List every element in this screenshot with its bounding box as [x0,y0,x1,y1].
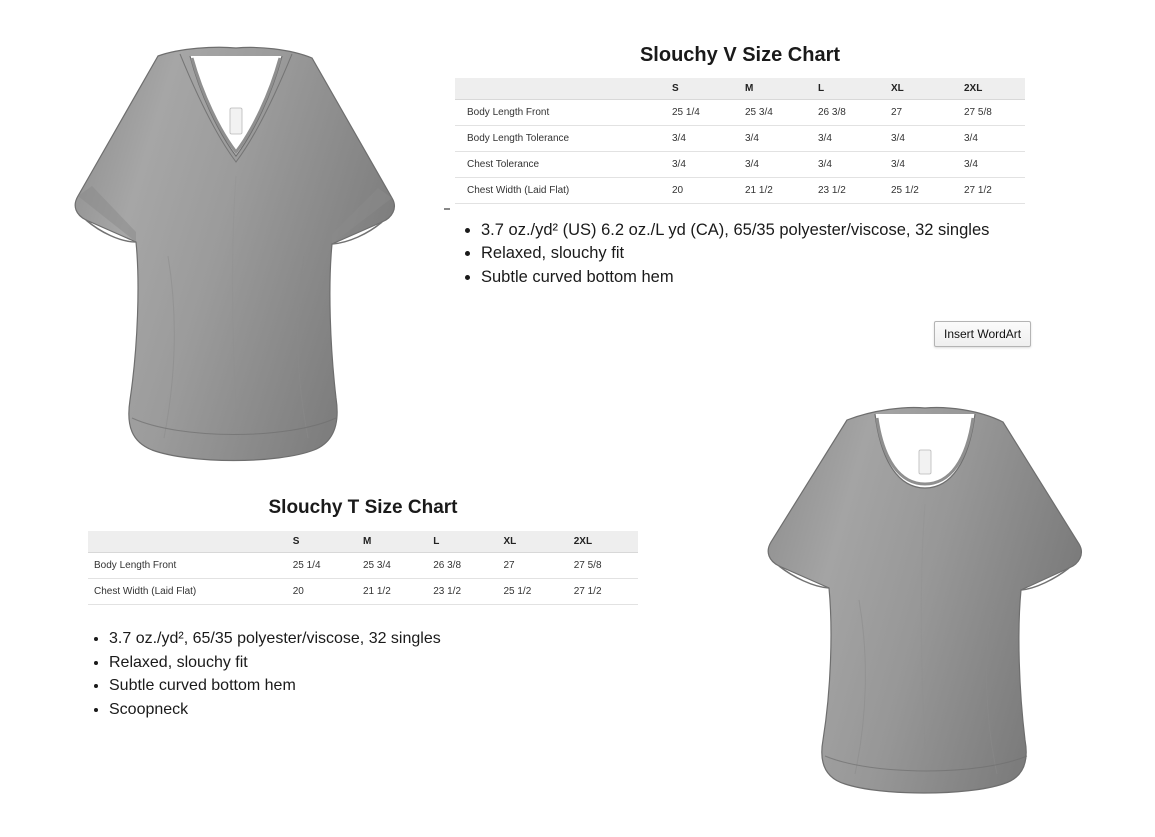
column-header: S [660,78,733,100]
insert-wordart-button[interactable]: Insert WordArt [934,321,1031,347]
cell-value: 25 3/4 [357,553,427,579]
cell-value: 27 5/8 [568,553,638,579]
table-row [455,100,1025,126]
column-header: L [806,78,879,100]
cell-value: 3/4 [660,152,733,178]
cell-value: 3/4 [660,126,733,152]
cell-value: 3/4 [952,126,1025,152]
slouchy-t-chart-title: Slouchy T Size Chart [268,497,458,518]
cell-value: 25 1/4 [660,100,733,126]
cell-value: 23 1/2 [806,178,879,204]
table-row [455,126,1025,152]
cell-value: 20 [287,579,357,605]
row-label: Chest Width (Laid Flat) [455,178,660,204]
column-header: L [427,531,497,553]
column-header: M [733,78,806,100]
table-row [455,152,1025,178]
list-item: • 3.7 oz./yd², 65/35 polyester/viscose, 32 singles [109,628,629,650]
table-row [88,579,638,605]
cell-value: 26 3/8 [806,100,879,126]
cell-value: 3/4 [733,126,806,152]
row-label: Body Length Tolerance [455,126,660,152]
cell-value: 21 1/2 [733,178,806,204]
column-header: XL [879,78,952,100]
cell-value: 25 3/4 [733,100,806,126]
list-item: • 3.7 oz./yd² (US) 6.2 oz./L yd (CA), 65/35 polyester/viscose, 32 singles [481,219,1026,241]
stray-tick-mark [444,208,450,210]
cell-value: 3/4 [806,126,879,152]
cell-value: 25 1/2 [497,579,567,605]
column-header: XL [497,531,567,553]
cell-value: 26 3/8 [427,553,497,579]
row-label: Chest Tolerance [455,152,660,178]
cell-value: 20 [660,178,733,204]
column-header: 2XL [568,531,638,553]
column-header: S [287,531,357,553]
column-header [88,531,287,553]
grey-scoopneck-tshirt-image [735,404,1115,804]
slouchy-v-size-table [455,78,1025,204]
cell-value: 3/4 [879,126,952,152]
column-header [455,78,660,100]
table-row [88,553,638,579]
cell-value: 27 1/2 [952,178,1025,204]
cell-value: 27 [879,100,952,126]
cell-value: 21 1/2 [357,579,427,605]
slouchy-t-size-table [88,531,638,605]
list-item: • Scoopneck [109,699,629,721]
cell-value: 27 [497,553,567,579]
cell-value: 27 1/2 [568,579,638,605]
table-header-row [455,78,1025,100]
table-row [455,178,1025,204]
cell-value: 3/4 [806,152,879,178]
grey-vneck-tshirt-image [40,46,430,496]
cell-value: 3/4 [733,152,806,178]
column-header: 2XL [952,78,1025,100]
row-label: Chest Width (Laid Flat) [88,579,287,605]
cell-value: 3/4 [879,152,952,178]
cell-value: 27 5/8 [952,100,1025,126]
list-item: • Subtle curved bottom hem [481,266,1026,288]
slouchy-t-feature-list [83,628,629,722]
list-item: • Relaxed, slouchy fit [109,652,629,674]
table-header-row [88,531,638,553]
slouchy-v-chart-title: Slouchy V Size Chart [639,44,841,66]
row-label: Body Length Front [455,100,660,126]
cell-value: 25 1/4 [287,553,357,579]
slouchy-v-feature-list [455,219,1026,289]
list-item: • Relaxed, slouchy fit [481,242,1026,264]
list-item: • Subtle curved bottom hem [109,675,629,697]
cell-value: 25 1/2 [879,178,952,204]
row-label: Body Length Front [88,553,287,579]
cell-value: 3/4 [952,152,1025,178]
slouchy-v-size-chart-section [455,44,1025,204]
column-header: M [357,531,427,553]
cell-value: 23 1/2 [427,579,497,605]
slouchy-t-size-chart-section [88,497,638,605]
